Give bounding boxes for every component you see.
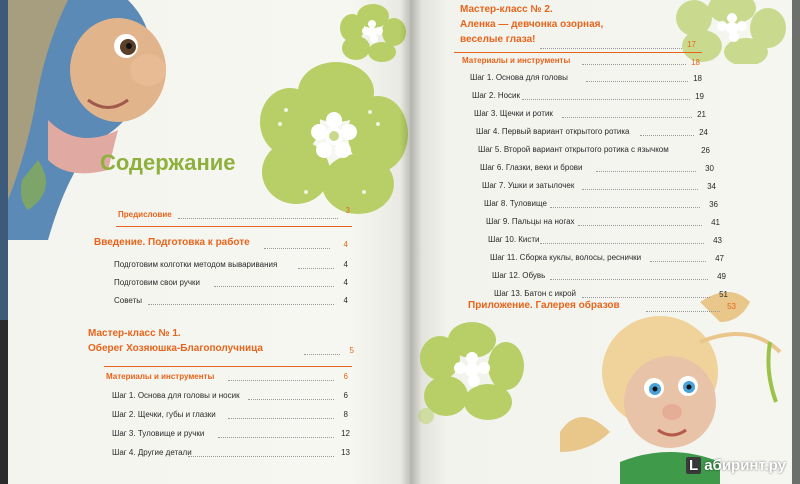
toc-mk2-item-5-page: 30 — [705, 164, 714, 173]
toc-dots — [228, 418, 334, 419]
toc-dots — [178, 218, 338, 219]
toc-mk2-item-3-page: 24 — [699, 128, 708, 137]
toc-dots — [218, 437, 334, 438]
toc-dots — [582, 297, 710, 298]
doll-illustration — [8, 0, 178, 240]
toc-mk2-item-6: Шаг 7. Ушки и затылочек — [482, 181, 575, 190]
toc-dots — [248, 399, 334, 400]
toc-mk2-heading-line1: Мастер-класс № 2. — [460, 4, 553, 15]
toc-dots — [562, 117, 692, 118]
toc-dots — [582, 64, 686, 65]
toc-dots — [596, 171, 696, 172]
toc-mk1-item-2-page: 12 — [341, 429, 350, 438]
girl-doll-illustration — [550, 282, 790, 484]
toc-dots — [522, 99, 690, 100]
toc-rule — [104, 366, 352, 367]
toc-mk2-item-11: Шаг 12. Обувь — [492, 271, 546, 280]
toc-mk2-item-4: Шаг 5. Второй вариант открытого ротика с язычком — [478, 145, 669, 154]
toc-appendix-page: 53 — [727, 302, 736, 311]
toc-dots — [640, 135, 694, 136]
book-gutter — [400, 0, 422, 484]
small-flower-illustration — [338, 2, 408, 62]
toc-mk1-item-1: Шаг 2. Щечки, губы и глазки — [112, 410, 216, 419]
toc-dots — [148, 304, 334, 305]
toc-mk1-materials-page: 6 — [343, 372, 348, 381]
toc-mk2-item-1: Шаг 2. Носик — [472, 91, 521, 100]
toc-mk1-materials: Материалы и инструменты — [106, 372, 215, 381]
toc-appendix-heading: Приложение. Галерея образов — [468, 300, 620, 311]
toc-intro-item-0-page: 4 — [343, 260, 348, 269]
left-page — [8, 0, 410, 484]
toc-dots — [650, 261, 706, 262]
toc-mk2-item-7: Шаг 8. Туловище — [484, 199, 547, 208]
toc-rule — [454, 52, 702, 53]
toc-preface-label: Предисловие — [118, 210, 172, 219]
toc-dots — [582, 189, 698, 190]
toc-dots — [586, 81, 688, 82]
toc-dots — [188, 456, 334, 457]
toc-mk1-item-3: Шаг 4. Другие детали — [112, 448, 192, 457]
toc-mk2-heading-line2: Аленка — девчонка озорная, — [460, 19, 604, 30]
toc-dots — [540, 48, 682, 49]
toc-mk2-item-0: Шаг 1. Основа для головы — [470, 73, 568, 82]
toc-dots — [264, 248, 330, 249]
toc-mk1-item-2: Шаг 3. Туловище и ручки — [112, 429, 205, 438]
toc-mk2-item-3: Шаг 4. Первый вариант открытого ротика — [476, 127, 630, 136]
toc-mk2-heading-line3: веселые глаза! — [460, 34, 536, 45]
right-page — [410, 0, 792, 484]
toc-intro-item-1: Подготовим свои ручки — [114, 278, 200, 287]
flower-illustration — [246, 52, 410, 222]
toc-mk1-item-0-page: 6 — [343, 391, 348, 400]
toc-mk2-item-7-page: 36 — [709, 200, 718, 209]
toc-mk2-item-10-page: 47 — [715, 254, 724, 263]
toc-mk2-materials: Материалы и инструменты — [462, 56, 571, 65]
watermark-badge: L — [686, 457, 701, 474]
toc-dots — [550, 279, 708, 280]
toc-mk2-item-1-page: 19 — [695, 92, 704, 101]
toc-mk1-heading-line1: Мастер-класс № 1. — [88, 328, 181, 339]
toc-mk2-item-9-page: 43 — [713, 236, 722, 245]
toc-dots — [646, 311, 720, 312]
toc-intro-page: 4 — [343, 240, 348, 249]
toc-preface-page: 3 — [345, 206, 350, 215]
toc-mk2-item-11-page: 49 — [717, 272, 726, 281]
toc-mk2-item-8-page: 41 — [711, 218, 720, 227]
toc-intro-item-1-page: 4 — [343, 278, 348, 287]
watermark — [686, 457, 786, 474]
toc-mk1-item-1-page: 8 — [343, 410, 348, 419]
toc-mk2-item-10: Шаг 11. Сборка куклы, волосы, реснички — [490, 253, 642, 262]
toc-dots — [550, 207, 700, 208]
toc-dots — [578, 225, 702, 226]
toc-mk2-materials-page: 18 — [691, 58, 700, 67]
flower-illustration — [672, 0, 792, 64]
flower-illustration — [416, 316, 526, 426]
toc-dots — [540, 243, 704, 244]
watermark-text: абиринт.ру — [704, 457, 786, 474]
toc-mk2-item-0-page: 18 — [693, 74, 702, 83]
toc-mk2-item-12: Шаг 13. Батон с икрой — [494, 289, 577, 298]
toc-intro-item-0: Подготовим колготки методом вываривания — [114, 260, 278, 269]
toc-rule — [116, 226, 352, 227]
toc-mk2-item-5: Шаг 6. Глазки, веки и брови — [480, 163, 583, 172]
toc-mk2-item-8: Шаг 9. Пальцы на ногах — [486, 217, 575, 226]
toc-mk2-item-9: Шаг 10. Кисти — [488, 235, 540, 244]
toc-mk1-item-3-page: 13 — [341, 448, 350, 457]
book-edge-shadow — [0, 320, 8, 484]
toc-mk1-item-0: Шаг 1. Основа для головы и носик — [112, 391, 240, 400]
toc-mk2-page: 17 — [687, 40, 696, 49]
toc-intro-item-2: Советы — [114, 296, 142, 305]
toc-mk2-item-12-page: 51 — [719, 290, 728, 299]
toc-intro-heading: Введение. Подготовка к работе — [94, 237, 250, 248]
toc-mk2-item-4-page: 26 — [701, 146, 710, 155]
toc-dots — [214, 286, 334, 287]
toc-intro-item-2-page: 4 — [343, 296, 348, 305]
toc-mk2-item-6-page: 34 — [707, 182, 716, 191]
toc-dots — [228, 380, 334, 381]
toc-mk1-page: 5 — [349, 346, 354, 355]
toc-mk2-item-2-page: 21 — [697, 110, 706, 119]
toc-mk2-item-2: Шаг 3. Щечки и ротик — [474, 109, 553, 118]
page-title: Содержание — [100, 150, 236, 175]
toc-mk1-heading-line2: Оберег Хозяюшка-Благополучница — [88, 343, 263, 354]
